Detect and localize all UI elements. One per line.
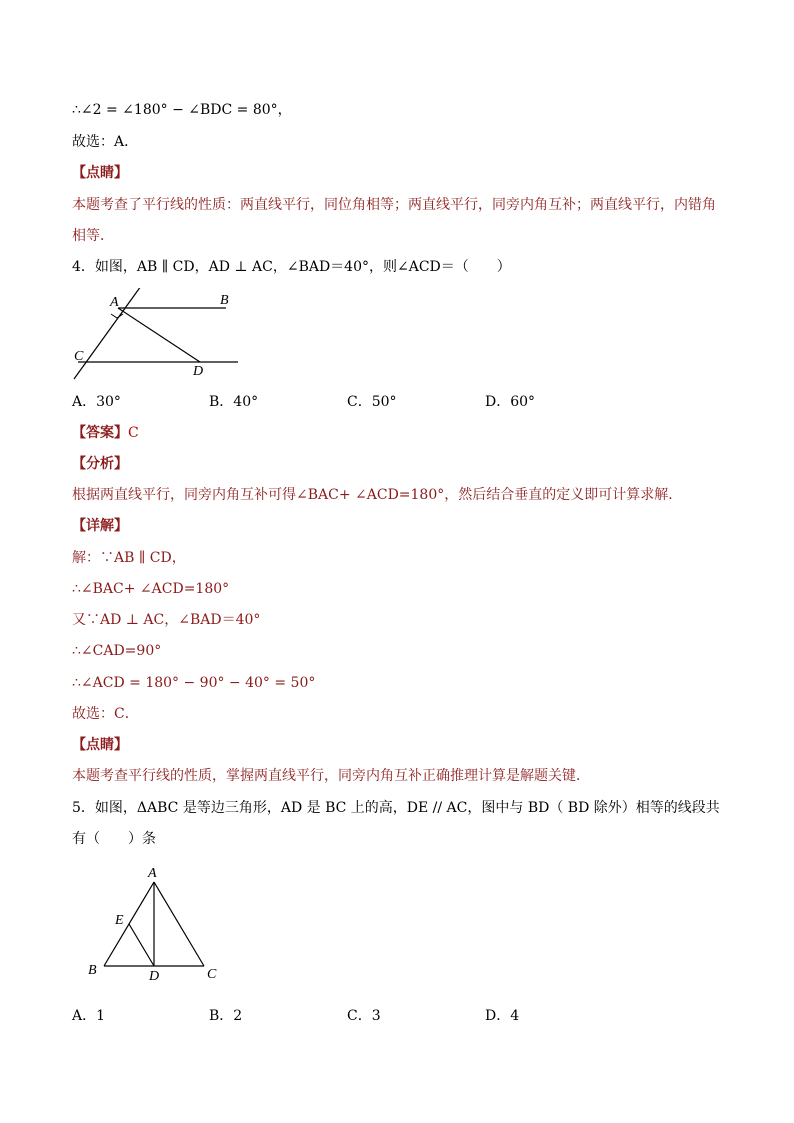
q5-choice-d[interactable]: D．4 — [485, 1008, 520, 1024]
q4-label-d: D — [193, 364, 204, 379]
q4-choice-d[interactable]: D．60° — [485, 394, 536, 410]
q5-side-ac — [154, 882, 204, 966]
q4-choice-a[interactable]: A．30° — [72, 394, 121, 410]
q4-figure — [66, 288, 246, 384]
q4-choice-b[interactable]: B．40° — [209, 394, 259, 410]
q4-label-a: A — [110, 295, 119, 310]
q4-comment-heading: 【点睛】 — [72, 737, 128, 753]
q4-right-angle-mark — [111, 314, 123, 318]
q4-answer-line — [72, 423, 139, 443]
prev-choice-line: 故选：A． — [72, 134, 139, 150]
q5-choice-a[interactable]: A．1 — [72, 1008, 106, 1024]
q5-segment-de — [129, 924, 154, 966]
q5-choice-b[interactable]: B．2 — [209, 1008, 243, 1024]
q5-label-b: B — [88, 963, 97, 978]
q5-label-a: A — [148, 866, 157, 881]
q4-detail-line-4: ∴∠CAD=90° — [72, 643, 162, 659]
q5-label-d: D — [149, 969, 160, 984]
q4-detail-line-3: 又∵AD ⊥ AC，∠BAD＝40° — [72, 612, 261, 628]
q4-analysis-heading: 【分析】 — [72, 456, 128, 472]
q4-answer-value: C — [128, 425, 139, 441]
q5-figure — [82, 862, 232, 986]
q4-label-b: B — [220, 293, 229, 308]
prev-comment-line-1: 本题考查了平行线的性质：两直线平行，同位角相等；两直线平行，同旁内角互补；两直线平行，内错角 — [72, 197, 716, 213]
q4-answer-tag: 【答案】 — [72, 425, 128, 441]
prev-conclusion-line: ∴∠2 = ∠180° − ∠BDC = 80°， — [72, 102, 292, 118]
q5-choice-c[interactable]: C．3 — [347, 1008, 381, 1024]
q5-stem-line-2: 有（ ）条 — [72, 831, 156, 847]
q4-detail-line-5: ∴∠ACD = 180° − 90° − 40° = 50° — [72, 675, 316, 691]
q4-detail-line-1: 解：∵AB ∥ CD， — [72, 550, 186, 566]
q4-stem: 4．如图，AB ∥ CD，AD ⊥ AC，∠BAD＝40°，则∠ACD＝（ ） — [72, 259, 511, 275]
q5-stem-line-1: 5．如图，ΔABC 是等边三角形，AD 是 BC 上的高，DE // AC，图中与 BD（ BD 除外）相等的线段共 — [72, 800, 720, 816]
q4-analysis-text: 根据两直线平行，同旁内角互补可得∠BAC+ ∠ACD=180°，然后结合垂直的定义即可计算求解． — [72, 487, 683, 503]
prev-comment-line-2: 相等． — [72, 228, 114, 244]
q4-label-c: C — [74, 349, 84, 364]
prev-comment-heading: 【点睛】 — [72, 165, 128, 181]
q4-detail-line-6: 故选：C． — [72, 706, 139, 722]
q4-choice-c[interactable]: C．50° — [347, 394, 397, 410]
q4-comment-text: 本题考查平行线的性质，掌握两直线平行，同旁内角互补正确推理计算是解题关键． — [72, 768, 590, 784]
q4-line-ad — [118, 308, 200, 362]
q5-label-e: E — [115, 913, 124, 928]
q5-label-c: C — [207, 967, 217, 982]
q4-detail-line-2: ∴∠BAC+ ∠ACD=180° — [72, 581, 230, 597]
q4-line-ac — [74, 288, 141, 379]
q4-detail-heading: 【详解】 — [72, 518, 128, 534]
